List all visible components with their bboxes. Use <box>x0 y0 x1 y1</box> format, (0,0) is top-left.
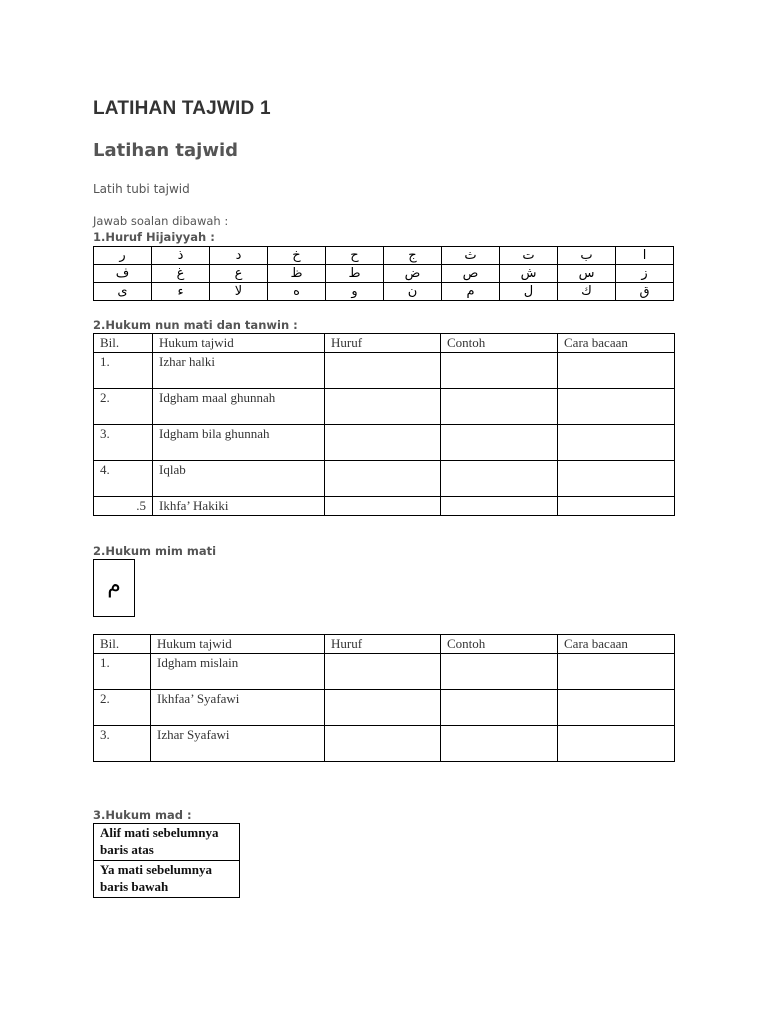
contoh-answer-cell[interactable] <box>441 654 558 690</box>
huruf-row <box>94 247 674 265</box>
contoh-answer-cell[interactable] <box>441 461 558 497</box>
huruf-cell: خ <box>268 247 326 265</box>
huruf-cell: ج <box>384 247 442 265</box>
header-huruf: Huruf <box>325 334 441 353</box>
huruf-cell: ه <box>268 283 326 301</box>
cara-bacaan-answer-cell[interactable] <box>558 726 675 762</box>
cara-bacaan-answer-cell[interactable] <box>558 425 675 461</box>
bil-cell: .5 <box>94 497 153 516</box>
huruf-cell: د <box>210 247 268 265</box>
huruf-cell: ز <box>616 265 674 283</box>
contoh-answer-cell[interactable] <box>441 353 558 389</box>
huruf-row <box>94 265 674 283</box>
mad-cell: Alif mati sebelumnya baris atas <box>94 824 240 861</box>
contoh-answer-cell[interactable] <box>441 690 558 726</box>
hukum-nun-table <box>93 333 675 516</box>
table-row <box>94 461 675 497</box>
section-nun-label: 2.Hukum nun mati dan tanwin : <box>93 318 298 332</box>
huruf-cell: ا <box>616 247 674 265</box>
huruf-cell: لا <box>210 283 268 301</box>
hukum-cell: Ikhfa’ Hakiki <box>153 497 325 516</box>
huruf-cell: ض <box>384 265 442 283</box>
cara-bacaan-answer-cell[interactable] <box>558 654 675 690</box>
huruf-cell: م <box>442 283 500 301</box>
header-bil: Bil. <box>94 635 151 654</box>
huruf-answer-cell[interactable] <box>325 389 441 425</box>
mad-cell: Ya mati sebelumnya baris bawah <box>94 861 240 898</box>
header-bil: Bil. <box>94 334 153 353</box>
huruf-cell: ب <box>558 247 616 265</box>
huruf-answer-cell[interactable] <box>325 654 441 690</box>
table-row <box>94 824 240 861</box>
huruf-cell: و <box>326 283 384 301</box>
page-subtitle: Latihan tajwid <box>93 140 239 161</box>
section-mim-label: 2.Hukum mim mati <box>93 544 217 558</box>
huruf-cell: ر <box>94 247 152 265</box>
bil-cell: 2. <box>94 389 153 425</box>
header-hukum: Hukum tajwid <box>151 635 325 654</box>
cara-bacaan-answer-cell[interactable] <box>558 389 675 425</box>
huruf-cell: ذ <box>152 247 210 265</box>
instruction-text: Jawab soalan dibawah : <box>93 214 229 228</box>
hukum-cell: Izhar Syafawi <box>151 726 325 762</box>
huruf-hijaiyyah-table <box>93 246 674 301</box>
huruf-cell: غ <box>152 265 210 283</box>
table-header-row <box>94 334 675 353</box>
huruf-answer-cell[interactable] <box>325 425 441 461</box>
contoh-answer-cell[interactable] <box>441 389 558 425</box>
header-cara-bacaan: Cara bacaan <box>558 635 675 654</box>
header-hukum: Hukum tajwid <box>153 334 325 353</box>
huruf-cell: ظ <box>268 265 326 283</box>
contoh-answer-cell[interactable] <box>441 425 558 461</box>
huruf-answer-cell[interactable] <box>325 690 441 726</box>
header-contoh: Contoh <box>441 334 558 353</box>
table-row <box>94 425 675 461</box>
hukum-cell: Idgham mislain <box>151 654 325 690</box>
huruf-answer-cell[interactable] <box>325 461 441 497</box>
huruf-cell: ق <box>616 283 674 301</box>
huruf-cell: ن <box>384 283 442 301</box>
table-row <box>94 726 675 762</box>
hukum-cell: Idgham maal ghunnah <box>153 389 325 425</box>
table-row <box>94 497 675 516</box>
intro-text: Latih tubi tajwid <box>93 182 190 196</box>
bil-cell: 3. <box>94 726 151 762</box>
huruf-cell: ء <box>152 283 210 301</box>
bil-cell: 2. <box>94 690 151 726</box>
hukum-cell: Ikhfaa’ Syafawi <box>151 690 325 726</box>
huruf-cell: ح <box>326 247 384 265</box>
section-mad-label: 3.Hukum mad : <box>93 808 192 822</box>
huruf-answer-cell[interactable] <box>325 353 441 389</box>
bil-cell: 1. <box>94 353 153 389</box>
huruf-cell: ث <box>442 247 500 265</box>
header-contoh: Contoh <box>441 635 558 654</box>
cara-bacaan-answer-cell[interactable] <box>558 461 675 497</box>
table-row <box>94 690 675 726</box>
header-cara-bacaan: Cara bacaan <box>558 334 675 353</box>
huruf-cell: ل <box>500 283 558 301</box>
bil-cell: 4. <box>94 461 153 497</box>
hukum-mad-table <box>93 823 240 898</box>
header-huruf: Huruf <box>325 635 441 654</box>
huruf-cell: س <box>558 265 616 283</box>
contoh-answer-cell[interactable] <box>441 497 558 516</box>
huruf-cell: ى <box>94 283 152 301</box>
mim-letter-box: م <box>93 559 135 617</box>
huruf-cell: ع <box>210 265 268 283</box>
huruf-answer-cell[interactable] <box>325 497 441 516</box>
huruf-cell: ك <box>558 283 616 301</box>
table-row <box>94 389 675 425</box>
section-huruf-label: 1.Huruf Hijaiyyah : <box>93 230 215 244</box>
huruf-cell: ص <box>442 265 500 283</box>
page-title: LATIHAN TAJWID 1 <box>93 98 271 119</box>
bil-cell: 1. <box>94 654 151 690</box>
table-row <box>94 353 675 389</box>
huruf-cell: ط <box>326 265 384 283</box>
contoh-answer-cell[interactable] <box>441 726 558 762</box>
hukum-cell: Idgham bila ghunnah <box>153 425 325 461</box>
bil-cell: 3. <box>94 425 153 461</box>
huruf-answer-cell[interactable] <box>325 726 441 762</box>
table-row <box>94 861 240 898</box>
hukum-cell: Iqlab <box>153 461 325 497</box>
huruf-cell: ت <box>500 247 558 265</box>
cara-bacaan-answer-cell[interactable] <box>558 497 675 516</box>
hukum-cell: Izhar halki <box>153 353 325 389</box>
huruf-row <box>94 283 674 301</box>
cara-bacaan-answer-cell[interactable] <box>558 353 675 389</box>
cara-bacaan-answer-cell[interactable] <box>558 690 675 726</box>
hukum-mim-table <box>93 634 675 762</box>
huruf-cell: ف <box>94 265 152 283</box>
huruf-cell: ش <box>500 265 558 283</box>
table-row <box>94 654 675 690</box>
table-header-row <box>94 635 675 654</box>
